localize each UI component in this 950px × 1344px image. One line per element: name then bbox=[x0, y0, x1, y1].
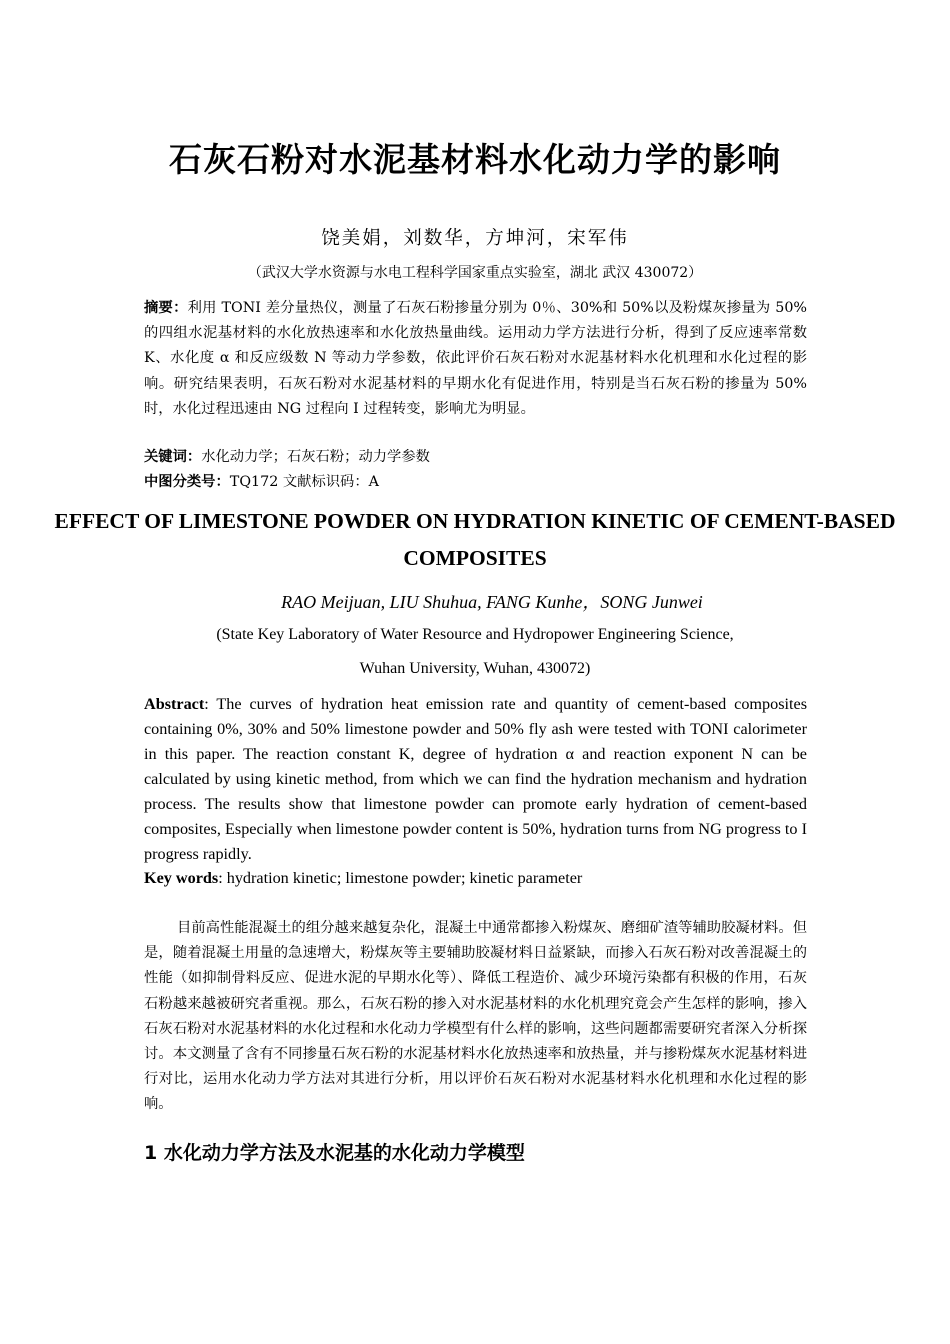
english-keywords-text: : hydration kinetic; limestone powder; kinetic parameter bbox=[218, 869, 583, 887]
english-title: EFFECT OF LIMESTONE POWDER ON HYDRATION KINETIC OF CEMENT-BASED COMPOSITES bbox=[54, 509, 896, 570]
chinese-title: 石灰石粉对水泥基材料水化动力学的影响 bbox=[169, 140, 781, 179]
section-1-heading: 1 水化动力学方法及水泥基的水化动力学模型 bbox=[144, 1142, 525, 1164]
chinese-keywords bbox=[144, 445, 807, 469]
classification-label: 中图分类号： bbox=[144, 474, 230, 490]
chinese-abstract-label: 摘要： bbox=[144, 300, 188, 316]
chinese-keywords-label: 关键词： bbox=[144, 449, 202, 465]
introduction-paragraph: 目前高性能混凝土的组分越来越复杂化，混凝土中通常都掺入粉煤灰、磨细矿渣等辅助胶凝材料。但是，随着混凝土用量的急速增大，粉煤灰等主要辅助胶凝材料日益紧缺，而掺入石灰石粉对改善混凝土的性能（如抑制骨料反应、促进水泥的早期水化等）、降低工程造价、减少环境污染都有积极的作用，石灰石粉越来越被研究者重视。那么，石灰石粉的掺入对水泥基材料的水化机理究竟会产生怎样的影响，掺入石灰石粉对水泥基材料的水化过程和水化动力学模型有什么样的影响，这些问题都需要研究者深入分析探讨。本文测量了含有不同掺量石灰石粉的水泥基材料水化放热速率和放热量，并与掺粉煤灰水泥基材料进行对比，运用水化动力学方法对其进行分析，用以评价石灰石粉对水泥基材料水化机理和水化过程的影响。 bbox=[144, 920, 807, 1113]
chinese-keywords-text: 水化动力学；石灰石粉；动力学参数 bbox=[201, 449, 430, 465]
english-abstract bbox=[144, 692, 807, 867]
english-authors: RAO Meijuan, LIU Shuhua, FANG Kunhe，SONG Junwei bbox=[281, 592, 703, 612]
chinese-affiliation: （武汉大学水资源与水电工程科学国家重点实验室，湖北 武汉 430072） bbox=[247, 265, 703, 281]
chinese-abstract-text: 利用 TONI 差分量热仪，测量了石灰石粉掺量分别为 0％、30%和 50%以及粉煤灰掺量为 50%的四组水泥基材料的水化放热速率和水化放热量曲线。运用动力学方法进行分析，得到了反应速率常数 K、水化度 α 和反应级数 N 等动力学参数，依此评价石灰石粉对水泥基材料水化机理和水化过程的影响。研究结果表明，石灰石粉对水泥基材料的早期水化有促进作用，特别是当石灰石粉的掺量为 50%时，水化过程迅速由 NG 过程向 I 过程转变，影响尤为明显。 bbox=[144, 300, 808, 417]
english-keywords-label: Key words bbox=[144, 869, 219, 887]
classification-code bbox=[144, 470, 807, 494]
chinese-abstract bbox=[144, 296, 807, 422]
chinese-authors: 饶美娟，刘数华，方坤河，宋军伟 bbox=[321, 228, 629, 249]
english-affiliation-line1: (State Key Laboratory of Water Resource and Hydropower Engineering Science, bbox=[216, 626, 734, 643]
classification-text: TQ172 文献标识码：A bbox=[229, 474, 379, 490]
english-keywords bbox=[144, 866, 807, 891]
english-abstract-text: : The curves of hydration heat emission rate and quantity of cement-based composites containing 0%, 30% and 50% limestone powder and 50% fly ash were tested with TONI calorimeter in this paper. The reaction constant K, degree of hydration α and reaction exponent N can be calculated by using kinetic method, from which we can find the hydration mechanism and hydration process. The results show that limestone powder can promote early hydration of cement-based composites, Especially when limestone powder content is 50%, hydration turns from NG progress to I progress rapidly. bbox=[144, 695, 807, 863]
english-abstract-label: Abstract bbox=[144, 695, 205, 713]
english-affiliation-line2: Wuhan University, Wuhan, 430072) bbox=[359, 660, 591, 677]
